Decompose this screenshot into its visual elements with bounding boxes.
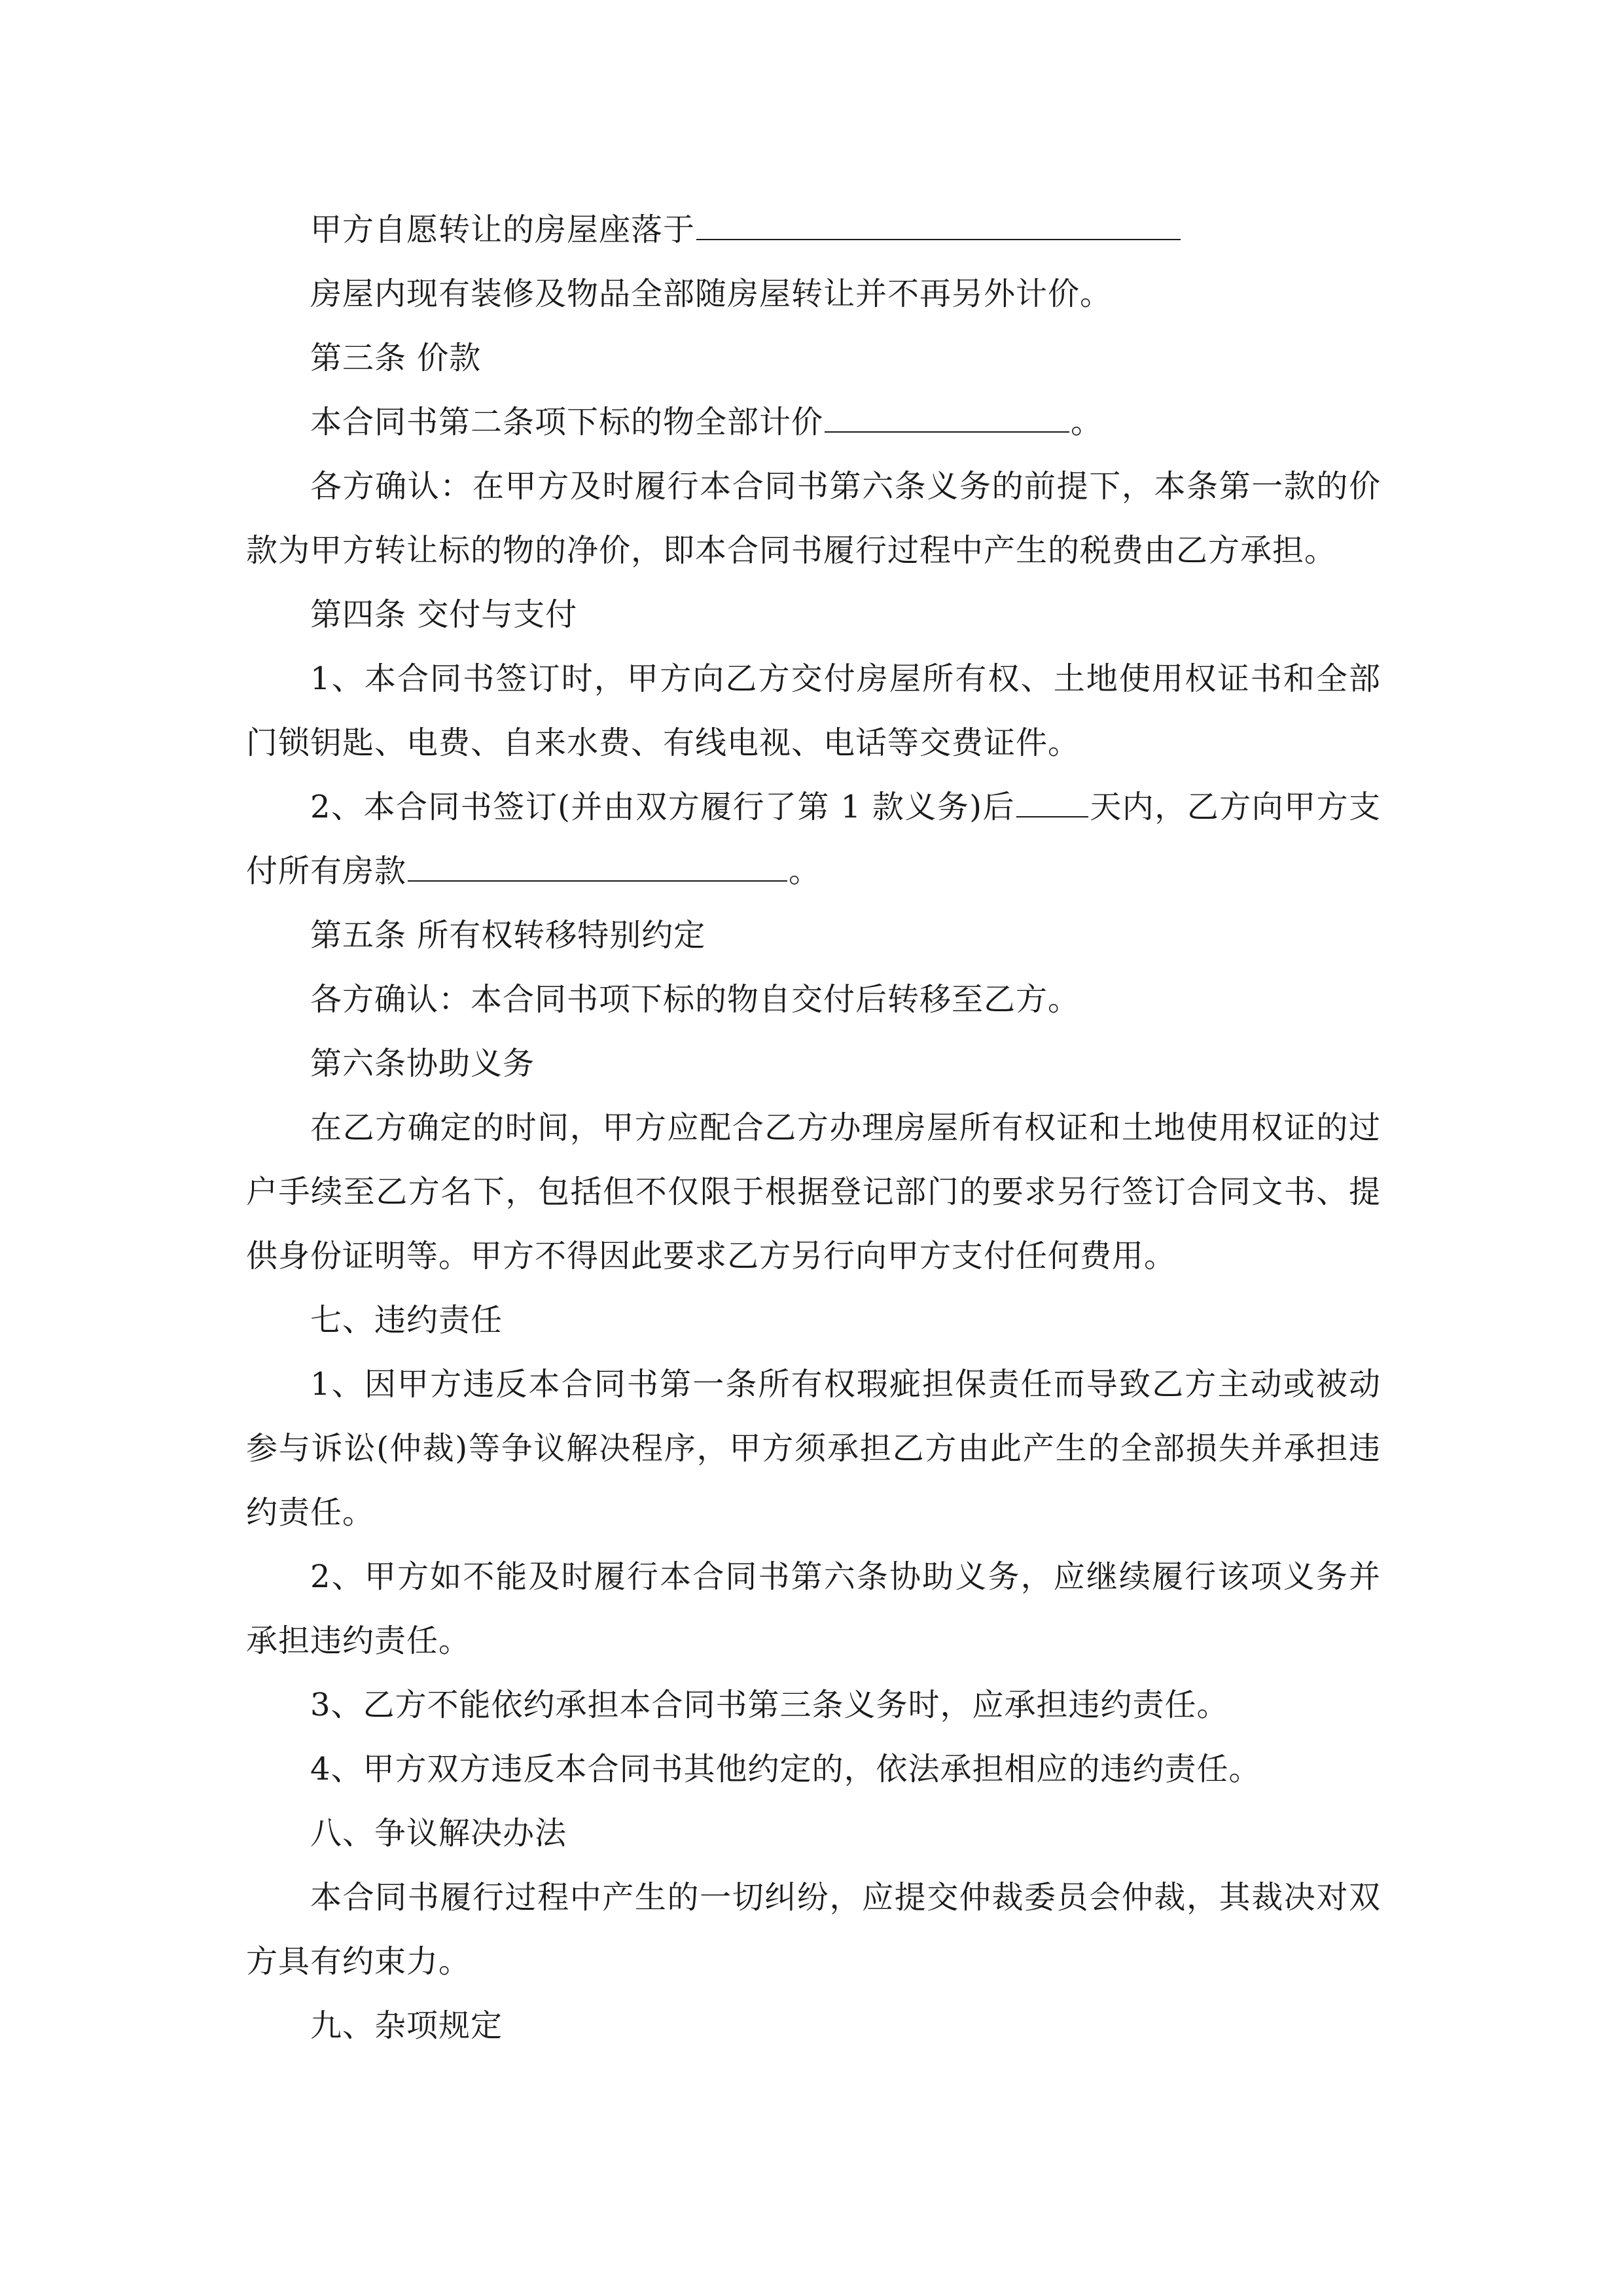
article-5-heading: 第五条 所有权转移特别约定 xyxy=(310,917,706,954)
property-address-blank xyxy=(696,198,1181,240)
breach-clause-3: 3、乙方不能依约承担本合同书第三条义务时，应承担违约责任。 xyxy=(310,1687,1229,1723)
clause-text: 2、本合同书签订(并由双方履行了第 1 款义务)后 xyxy=(310,789,1015,825)
payment-amount-blank xyxy=(408,840,787,882)
property-location-clause xyxy=(246,198,1381,262)
breach-clause-1: 1、因甲方违反本合同书第一条所有权瑕疵担保责任而导致乙方主动或被动参与诉讼(仲裁)等争议解决程序，甲方须承担乙方由此产生的全部损失并承担违约责任。 xyxy=(246,1366,1381,1531)
breach-clause-4: 4、甲方双方违反本合同书其他约定的，依法承担相应的违约责任。 xyxy=(310,1751,1261,1787)
article-3-heading: 第三条 价款 xyxy=(310,340,482,376)
article-4-heading: 第四条 交付与支付 xyxy=(310,596,578,633)
payment-days-blank xyxy=(1016,776,1088,817)
clause-text: 本合同书第二条项下标的物全部计价 xyxy=(310,404,824,440)
total-price-clause: 本合同书第二条项下标的物全部计价 。 xyxy=(246,390,1381,454)
delivery-clause-1: 1、本合同书签订时，甲方向乙方交付房屋所有权、土地使用权证书和全部门锁钥匙、电费、自来水费、有线电视、电话等交费证件。 xyxy=(246,660,1381,761)
net-price-confirmation: 各方确认：在甲方及时履行本合同书第六条义务的前提下，本条第一款的价款为甲方转让标的物的净价，即本合同书履行过程中产生的税费由乙方承担。 xyxy=(246,468,1381,569)
breach-clause-2: 2、甲方如不能及时履行本合同书第六条协助义务，应继续履行该项义务并承担违约责任。 xyxy=(246,1558,1381,1659)
clause-text: 天内，乙方向甲方支付所有房款 xyxy=(246,789,1381,889)
article-6-heading: 第六条协助义务 xyxy=(310,1045,535,1082)
section-9-heading: 九、杂项规定 xyxy=(310,2007,503,2044)
renovation-clause: 房屋内现有装修及物品全部随房屋转让并不再另外计价。 xyxy=(310,276,1113,312)
section-7-heading: 七、违约责任 xyxy=(310,1302,503,1338)
contract-body xyxy=(246,198,1381,2058)
payment-clause-2: 2、本合同书签订(并由双方履行了第 1 款义务)后 天内，乙方向甲方支付所有房款 。 xyxy=(246,775,1381,903)
ownership-transfer-clause: 各方确认：本合同书项下标的物自交付后转移至乙方。 xyxy=(310,981,1080,1018)
clause-text: 甲方自愿转让的房屋座落于 xyxy=(310,211,696,248)
dispute-resolution-clause: 本合同书履行过程中产生的一切纠纷，应提交仲裁委员会仲裁，其裁决对双方具有约束力。 xyxy=(246,1879,1381,1980)
section-8-heading: 八、争议解决办法 xyxy=(310,1815,567,1852)
assistance-obligation-clause: 在乙方确定的时间，甲方应配合乙方办理房屋所有权证和土地使用权证的过户手续至乙方名下，包括但不仅限于根据登记部门的要求另行签订合同文书、提供身份证明等。甲方不得因此要求乙方另行向甲方支付任何费用。 xyxy=(246,1109,1381,1274)
total-price-blank xyxy=(825,391,1069,433)
